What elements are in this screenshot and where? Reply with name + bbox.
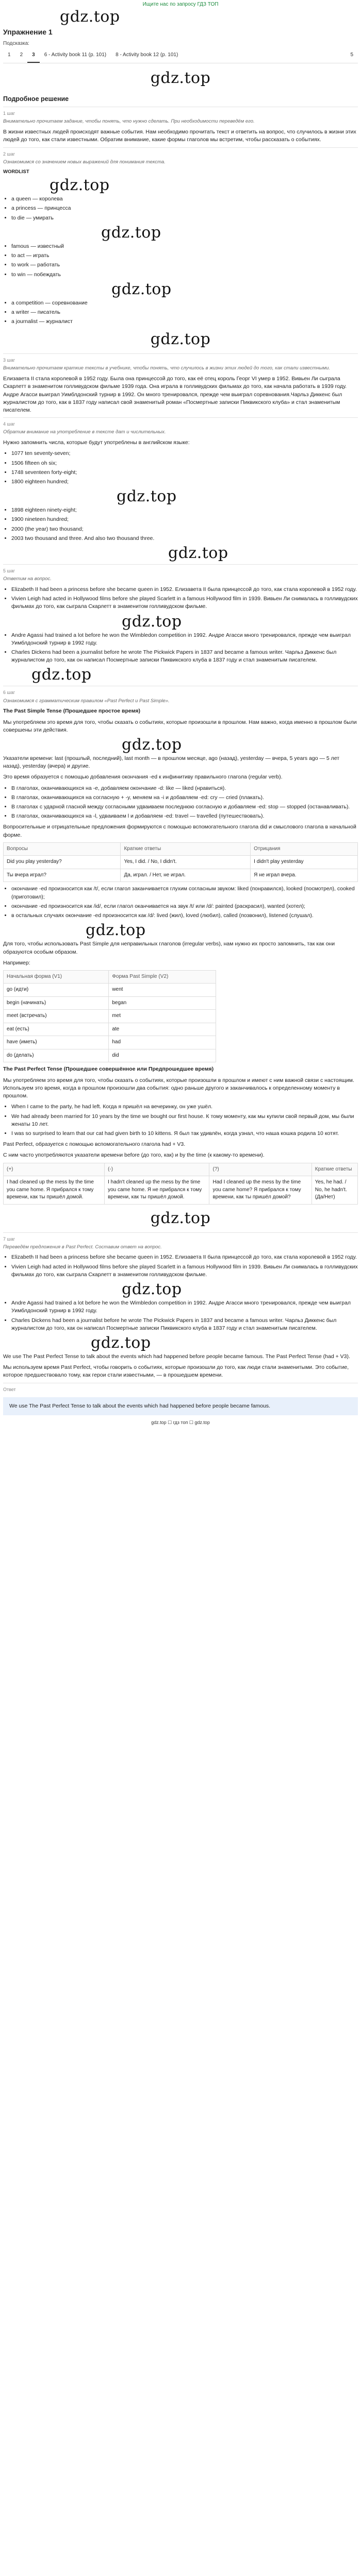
answers-list <box>3 632 358 665</box>
dates-intro: Нужно запомнить числа, которые будут употреблены в английском языке: <box>3 439 190 446</box>
table-header: (-) <box>105 1163 209 1176</box>
table-cell: ate <box>109 1023 216 1036</box>
tabs-label: Подсказка: <box>3 41 29 47</box>
list-item: • to die — умирать <box>11 214 358 222</box>
list-item: • Vivien Leigh had acted in Hollywood films before she played Scarlett in a famous Hollywood film in 1939. Вивьен Ли снималась в голливудских фильмах до того, как сыграла Скарлетт в знаменитом голливудском фильме. <box>11 1263 358 1279</box>
tab-bar <box>3 49 358 64</box>
step-label: 1 шаг <box>3 111 15 116</box>
answers-list <box>3 586 358 611</box>
list-item: • В глаголах с ударной гласной между согласными удваиваем последнюю согласную и добавляем -ed: stop — stopped (останавливать). <box>11 803 358 811</box>
list-item: • окончание -ed произносится как /id/, если глагол оканчивается на звук /t/ или /d/: painted (раскрасил), wanted (хотел); <box>11 903 358 910</box>
table-cell: did <box>109 1049 216 1062</box>
table-header: Краткие ответы <box>121 842 251 856</box>
wordlist-label: WORDLIST <box>3 169 29 175</box>
watermark: gdz.top <box>86 921 146 940</box>
title-row <box>3 9 358 25</box>
list-item: • Andre Agassi had trained a lot before he won the Wimbledon competition in 1992. Андре Агасси много тренировался, прежде чем выиграл Уимблдонский турнир в 1992 году. <box>11 1299 358 1315</box>
list-item: • I was so surprised to learn that our cat had given birth to 10 kittens. Я был так удивлён, когда узнал, что наша кошка родила 10 котят. <box>11 1130 358 1138</box>
tab-5[interactable]: 5 <box>350 52 353 58</box>
paragraph: С ним часто употребляются указатели времени before (до того, как) и by the time (к какому-то времени). <box>3 1152 265 1159</box>
watermark: gdz.top <box>122 735 182 754</box>
watermark: gdz.top <box>91 1333 151 1352</box>
paragraph: Мы употребляем это время для того, чтобы сказать о событиях, которые произошли в прошлом. Нам важно, когда именно в прошлом были совершены эти действия. <box>3 719 357 733</box>
divider <box>3 147 358 148</box>
step-hint: Переведём предложения в Past Perfect. Составим ответ на вопрос. <box>3 1244 162 1250</box>
paragraph: Это время образуется с помощью добавления окончания -ed к инфинитиву правильного глагола (regular verb). <box>3 774 283 781</box>
table-cell: Had I cleaned up the mess by the time you came home? Я прибрался к тому времени, как ты пришёл домой? <box>209 1176 311 1205</box>
past-simple-heading: The Past Simple Tense (Прошедшее простое время) <box>3 708 140 715</box>
paragraph: Для того, чтобы использовать Past Simple для неправильных глаголов (irregular verbs), нам нужно их просто запомнить, так как они образуются особым образом. <box>3 941 335 955</box>
step-hint: Ознакомимся со значением новых выражений для понимания текста. <box>3 159 166 165</box>
past-perfect-table <box>3 1163 358 1205</box>
watermark: gdz.top <box>111 280 172 298</box>
table-cell: begin (начинать) <box>4 996 109 1010</box>
list-item: • Elizabeth II had been a princess before she became queen in 1952. Елизавета II была принцессой до того, как стала королевой в 1952 году. <box>11 1253 358 1261</box>
dates-list <box>3 506 358 543</box>
table-cell: I had cleaned up the mess by the time you came home. Я прибрался к тому времени, как ты пришёл домой. <box>4 1176 105 1205</box>
divider <box>3 417 358 418</box>
step-hint: Внимательно прочитаем краткие тексты в учебнике, чтобы понять, что случилось в жизни этих людей до того, как стали известными. <box>3 365 331 371</box>
table-cell: eat (есть) <box>4 1023 109 1036</box>
watermark: gdz.top <box>117 487 177 506</box>
table-cell: Yes, I did. / No, I didn't. <box>121 856 251 869</box>
table-header-row <box>4 842 358 856</box>
list-item: • Elizabeth II had been a princess before she became queen in 1952. Елизавета II была принцессой до того, как стала королевой в 1952 году. <box>11 586 358 594</box>
step-label: 7 шаг <box>3 1236 15 1242</box>
list-item: • Andre Agassi had trained a lot before he won the Wimbledon competition in 1992. Андре Агасси много тренировался, прежде чем выиграл Уимблдонский турнир в 1992 году. <box>11 632 358 647</box>
examples-list <box>3 1103 358 1138</box>
table-cell: go (идти) <box>4 984 109 997</box>
step-label: 6 шаг <box>3 690 15 696</box>
table-header-row <box>4 970 216 984</box>
watermark: gdz.top <box>150 330 211 349</box>
watermark: gdz.top <box>150 69 211 88</box>
watermark: gdz.top <box>150 1209 211 1227</box>
step-hint: Ознакомимся с грамматическим правилом «Past Perfect и Past Simple». <box>3 698 170 704</box>
list-item: • a queen — королева <box>11 195 358 203</box>
list-item: • a journalist — журналист <box>11 318 358 326</box>
list-item: • 2000 (the year) two thousand; <box>11 526 358 533</box>
watermark: gdz.top <box>50 176 110 195</box>
table-cell: I hadn't cleaned up the mess by the time you came home. Я не прибрался к тому времени, как ты пришёл домой. <box>105 1176 209 1205</box>
table-cell: Ты вчера играл? <box>4 869 121 882</box>
watermark: gdz.top <box>122 612 182 631</box>
table-header: Форма Past Simple (V2) <box>109 970 216 984</box>
table-header-row <box>4 1163 358 1176</box>
list-item: • 1900 nineteen hundred; <box>11 516 358 523</box>
table-row <box>4 1010 216 1023</box>
step-label: 2 шаг <box>3 151 15 157</box>
table-cell: have (иметь) <box>4 1036 109 1049</box>
list-item: • a writer — писатель <box>11 309 358 316</box>
table-row <box>4 996 216 1010</box>
table-cell: went <box>109 984 216 997</box>
answer-label: Ответ <box>3 1386 16 1392</box>
list-item: • 1748 seventeen forty-eight; <box>11 469 358 477</box>
list-item: • Vivien Leigh had acted in Hollywood films before she played Scarlett in a famous Hollywood film in 1939. Вивьен Ли снималась в голливудских фильмах до того, как сыграла Скарлетт в знаменитом голливудском фильме. <box>11 595 358 611</box>
list-item: • to work — работать <box>11 261 358 269</box>
paragraph: Мы употребляем это время для того, чтобы сказать о событиях, которые произошли в прошлом и имеют с ним важной связи с настоящим. Используем это время, когда в прошлом произошли два события: одно раньше другого и заканчивалось к определенному моменту в прошлом. <box>3 1077 354 1099</box>
paragraph: Указатели времени: last (прошлый, последний), last month — в прошлом месяце, ago (назад), yesterday — вчера, 5 years ago — 5 лет назад), yesterday (вчера) и другие. <box>3 755 340 770</box>
table-cell: I didn't play yesterday <box>251 856 358 869</box>
past-perfect-heading: The Past Perfect Tense (Прошедшее совершённое или Предпрошедшее время) <box>3 1066 214 1073</box>
table-header: Отрицания <box>251 842 358 856</box>
tab-activity-12[interactable]: 8 - Activity book 12 (р. 101) <box>116 52 178 58</box>
rules-list <box>3 785 358 821</box>
list-item: • окончание -ed произносится как /t/, если глагол заканчивается глухим согласным звуком: liked (понравился), looked (посмотрел), cooked (приготовил); <box>11 885 358 901</box>
divider <box>3 564 358 565</box>
list-item: • 1898 eighteen ninety-eight; <box>11 506 358 514</box>
table-row <box>4 984 216 997</box>
story-paragraph: Елизавета II стала королевой в 1952 году. Была она принцессой до того, как её отец король Георг VI умер в 1952. Вивьен Ли сыграла Скарлетт в знаменитом голливудском фильме 1939 года. Она играла в голливудских фильмах до того, как начала работать в 1939 году. Андре Агасси выиграл Уимблдонский турнир в 1992. Он много тренировался, прежде чем выиграл соревнования.Чарльз Диккенс был журналистом до того, как в 1837 году написал свой знаменитый роман «Посмертные записки Пиквикского клуба» и стал знаменитым писателем. <box>3 376 347 414</box>
list-item: • Charles Dickens had been a journalist before he wrote The Pickwick Papers in 1837 and became a famous writer. Чарльз Диккенс был журналистом до того, как он написал Посмертные записки Пиквикского клуба в 1837 году и стал знаменитым писателем. <box>11 649 358 664</box>
top-banner <box>0 0 361 9</box>
list-item: • to act — играть <box>11 252 358 260</box>
table-header: Краткие ответы <box>311 1163 357 1176</box>
table-header: Начальная форма (V1) <box>4 970 109 984</box>
main-content <box>0 9 361 1426</box>
tab-activity-11[interactable]: 6 - Activity book 11 (р. 101) <box>44 52 107 58</box>
watermark: gdz.top <box>168 544 228 563</box>
table-row <box>4 869 358 882</box>
summary-paragraph: We use The Past Perfect Tense to talk about the events which had happened before people became famous. The Past Perfect Tense (had + V3). <box>3 1353 350 1360</box>
table-header: Вопросы <box>4 842 121 856</box>
table-row <box>4 856 358 869</box>
table-row <box>4 1036 216 1049</box>
pronunciation-list <box>3 885 358 920</box>
list-item: • 2003 two thousand and three. And also two thousand three. <box>11 535 358 543</box>
paragraph: Например: <box>3 959 30 966</box>
step-label: 3 шаг <box>3 358 15 363</box>
table-header: (?) <box>209 1163 311 1176</box>
step-label: 5 шаг <box>3 568 15 574</box>
tab-3[interactable]: 3 <box>27 49 40 63</box>
table-row <box>4 1176 358 1205</box>
vocab-list <box>3 243 358 279</box>
table-cell: Я не играл вчера. <box>251 869 358 882</box>
page-title: Упражнение 1 <box>3 28 53 36</box>
list-item: • We had already been married for 10 years by the time we bought our first house. К тому моменту, как мы купили свой первый дом, мы были женаты 10 лет. <box>11 1113 358 1128</box>
answer-box: We use The Past Perfect Tense to talk about the events which had happened before people became famous. <box>3 1397 358 1415</box>
watermark: gdz.top <box>60 8 120 26</box>
step-label: 4 шаг <box>3 421 15 427</box>
table-cell: met <box>109 1010 216 1023</box>
vocab-list <box>3 299 358 326</box>
vocab-list <box>3 195 358 222</box>
table-row <box>4 1023 216 1036</box>
list-item: • a competition — соревнование <box>11 299 358 307</box>
paragraph: Вопросительные и отрицательные предложения формируются с помощью вспомогательного глагола did и смыслового глагола в начальной форме. <box>3 824 356 838</box>
watermark: gdz.top <box>101 223 161 242</box>
list-item: • В глаголах, оканчивающихся на -l, удваиваем l и добавляем -ed: travel — travelled (путешествовать). <box>11 812 358 820</box>
divider <box>3 1232 358 1233</box>
table-cell: Yes, he had. / No, he hadn't. (Да/Нет) <box>311 1176 357 1205</box>
table-header: (+) <box>4 1163 105 1176</box>
paragraph: Past Perfect, образуется с помощью вспомогательного глагола had + V3. <box>3 1141 186 1148</box>
step-hint: Ответим на вопрос. <box>3 576 52 582</box>
dates-list <box>3 450 358 486</box>
watermark: gdz.top <box>122 1280 182 1299</box>
answers-list <box>3 1299 358 1332</box>
step-hint: Внимательно прочитаем задание, чтобы понять, что нужно сделать. При необходимости переведём его. <box>3 118 255 125</box>
intro-paragraph: В жизни известных людей происходят важные события. Нам необходимо прочитать текст и ответить на вопрос, что случилось в жизни этих людей до того, как стали известными. Обратим внимание, какие формы глаголов мы встретим, чтобы рассказать о событиях. <box>3 129 356 143</box>
past-simple-table <box>3 842 358 883</box>
watermark: gdz.top <box>31 666 92 684</box>
irregular-verbs-table <box>3 970 216 1063</box>
table-cell: had <box>109 1036 216 1049</box>
tab-2[interactable]: 2 <box>20 52 23 58</box>
list-item: • Charles Dickens had been a journalist before he wrote The Pickwick Papers in 1837 and became a famous writer. Чарльз Диккенс был журналистом до того, как он написал Посмертные записки Пиквикского клуба в 1837 году и стал знаменитым писателем. <box>11 1317 358 1332</box>
list-item: • famous — известный <box>11 243 358 250</box>
list-item: • 1800 eighteen hundred; <box>11 478 358 486</box>
table-cell: Да, играл. / Нет, не играл. <box>121 869 251 882</box>
divider <box>3 353 358 354</box>
table-cell: Did you play yesterday? <box>4 856 121 869</box>
table-row <box>4 1049 216 1062</box>
table-cell: do (делать) <box>4 1049 109 1062</box>
tab-1[interactable]: 1 <box>8 52 11 58</box>
table-cell: meet (встречать) <box>4 1010 109 1023</box>
table-cell: began <box>109 996 216 1010</box>
step-hint: Обратим внимание на употребление в тексте дат и числительных. <box>3 429 166 435</box>
summary-paragraph-ru: Мы используем время Past Perfect, чтобы говорить о событиях, которые произошли до того, как люди стали знаменитыми. Это событие, которое предшествовало тому, как герои стали известными, — в прошедшем времени. <box>3 1364 349 1379</box>
footer: gdz.top ☐ гдз топ ☐ gdz.top <box>151 1419 210 1425</box>
solution-heading: Подробное решение <box>3 95 69 103</box>
answers-list <box>3 1253 358 1279</box>
search-link[interactable]: Ищите нас по запросу ГДЗ ТОП <box>142 1 219 7</box>
list-item: • When I came to the party, he had left. Когда я пришёл на вечеринку, он уже ушёл. <box>11 1103 358 1111</box>
list-item: • в остальных случаях окончание -ed произносится как /d/: lived (жил), loved (любил), called (позвонил), listened (слушал). <box>11 912 358 920</box>
list-item: • to win — побеждать <box>11 271 358 279</box>
list-item: • В глаголах, оканчивающихся на -е, добавляем окончание -d: like — liked (нравиться). <box>11 785 358 792</box>
list-item: • В глаголах, оканчивающихся на согласную + -y, меняем на -i и добавляем -ed: cry — cried (плакать). <box>11 794 358 802</box>
list-item: • a princess — принцесса <box>11 205 358 212</box>
list-item: • 1077 ten seventy-seven; <box>11 450 358 457</box>
list-item: • 1506 fifteen oh six; <box>11 460 358 467</box>
